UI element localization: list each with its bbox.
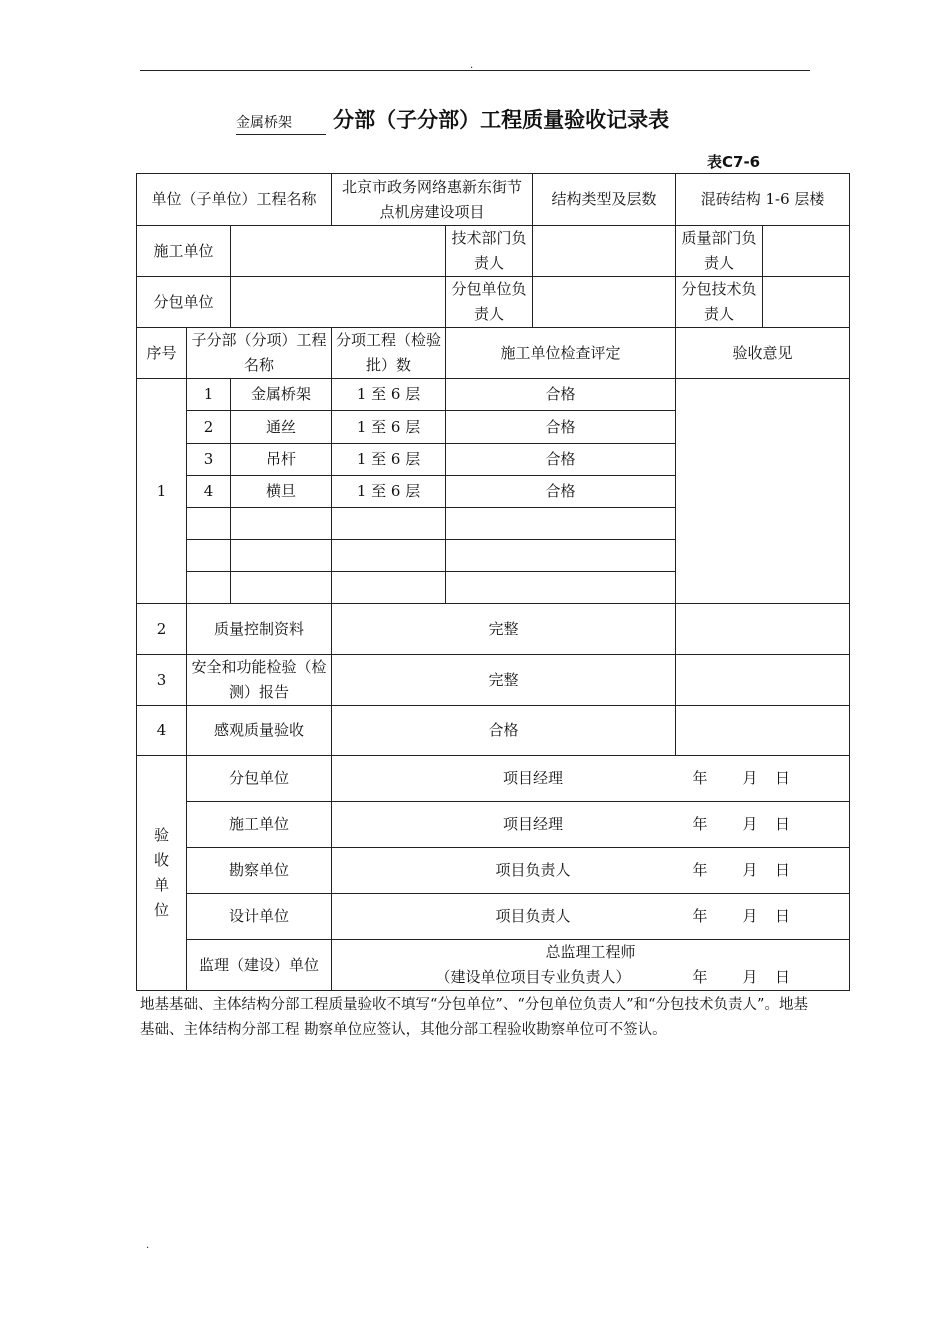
item-count: 1 至 6 层 — [332, 476, 446, 508]
day-label: 日 — [775, 769, 791, 787]
month-label: 月 — [742, 861, 758, 879]
constructor-value[interactable] — [231, 226, 446, 277]
check-name: 安全和功能检验（检测）报告 — [187, 655, 332, 706]
page-title: 分部（子分部）工程质量验收记录表 — [333, 108, 670, 132]
structure-label: 结构类型及层数 — [533, 174, 676, 226]
check-result: 合格 — [332, 706, 676, 756]
tech-dept-label: 技术部门负责人 — [446, 226, 533, 277]
chief-supervisor-title: 总监理工程师 — [545, 943, 636, 961]
owner-rep-title: （建设单位项目专业负责人） — [435, 968, 631, 986]
empty-item-result[interactable] — [446, 540, 676, 572]
item-name: 吊杆 — [231, 444, 332, 476]
check-result: 完整 — [332, 604, 676, 655]
check-opinion[interactable] — [676, 655, 850, 706]
month-label: 月 — [742, 968, 758, 986]
day-label: 日 — [775, 815, 791, 833]
acceptance-signature[interactable] — [332, 848, 850, 894]
check-name: 感观质量验收 — [187, 706, 332, 756]
signer-title: 项目经理 — [503, 769, 564, 787]
signer-title: 项目负责人 — [495, 861, 571, 879]
table-number: 表C7-6 — [707, 153, 761, 171]
year-label: 年 — [692, 861, 708, 879]
check-opinion[interactable] — [676, 706, 850, 756]
col-sub-name: 子分部（分项）工程名称 — [187, 328, 332, 379]
empty-item-count[interactable] — [332, 508, 446, 540]
day-label: 日 — [775, 968, 791, 986]
empty-item-name[interactable] — [231, 572, 332, 604]
signer-title: 项目经理 — [503, 815, 564, 833]
record-table — [136, 173, 850, 991]
acceptance-unit: 施工单位 — [187, 802, 332, 848]
item-name: 通丝 — [231, 411, 332, 444]
check-no: 2 — [137, 604, 187, 655]
acceptance-signature[interactable] — [332, 756, 850, 802]
group-1-number: 1 — [137, 379, 187, 604]
item-count: 1 至 6 层 — [332, 411, 446, 444]
check-opinion[interactable] — [676, 604, 850, 655]
item-no: 3 — [187, 444, 231, 476]
year-label: 年 — [692, 815, 708, 833]
col-batch-count: 分项工程（检验批）数 — [332, 328, 446, 379]
acceptance-label-char: 单 — [153, 876, 169, 894]
item-count: 1 至 6 层 — [332, 444, 446, 476]
sub-project-name: 金属桥架 — [236, 112, 326, 135]
empty-item-count[interactable] — [332, 572, 446, 604]
signer-title: 项目负责人 — [495, 907, 571, 925]
item-count: 1 至 6 层 — [332, 379, 446, 411]
unit-name-label: 单位（子单位）工程名称 — [137, 174, 332, 226]
col-opinion: 验收意见 — [676, 328, 850, 379]
month-label: 月 — [742, 815, 758, 833]
header-dot: . — [470, 60, 474, 71]
constructor-label: 施工单位 — [137, 226, 231, 277]
check-no: 3 — [137, 655, 187, 706]
year-label: 年 — [692, 968, 708, 986]
item-no: 1 — [187, 379, 231, 411]
acceptance-unit: 分包单位 — [187, 756, 332, 802]
empty-item-count[interactable] — [332, 540, 446, 572]
sub-tech-head-label: 分包技术负责人 — [676, 277, 763, 328]
footnote: 地基基础、主体结构分部工程质量验收不填写“分包单位”、“分包单位负责人”和“分包技术负责人”。地基基础、主体结构分部工程 勘察单位应签认，其他分部工程验收勘察单位可不签认。 — [140, 997, 808, 1038]
item-no: 4 — [187, 476, 231, 508]
acceptance-label-char: 收 — [153, 851, 169, 869]
acceptance-unit: 勘察单位 — [187, 848, 332, 894]
col-self-check: 施工单位检查评定 — [446, 328, 676, 379]
item-name: 横旦 — [231, 476, 332, 508]
group-1-opinion[interactable] — [676, 379, 850, 604]
structure-value: 混砖结构 1-6 层楼 — [676, 174, 850, 226]
empty-item-no[interactable] — [187, 540, 231, 572]
sub-unit-label: 分包单位 — [137, 277, 231, 328]
unit-name-value: 北京市政务网络惠新东街节点机房建设项目 — [332, 174, 533, 226]
acceptance-signature-supervisor[interactable] — [332, 940, 850, 991]
year-label: 年 — [692, 769, 708, 787]
check-no: 4 — [137, 706, 187, 756]
check-name: 质量控制资料 — [187, 604, 332, 655]
col-seq: 序号 — [137, 328, 187, 379]
item-result: 合格 — [446, 379, 676, 411]
quality-dept-value[interactable] — [763, 226, 850, 277]
empty-item-result[interactable] — [446, 508, 676, 540]
item-result: 合格 — [446, 476, 676, 508]
acceptance-unit-supervisor: 监理（建设）单位 — [187, 940, 332, 991]
acceptance-unit: 设计单位 — [187, 894, 332, 940]
empty-item-no[interactable] — [187, 572, 231, 604]
sub-unit-value[interactable] — [231, 277, 446, 328]
acceptance-signature[interactable] — [332, 802, 850, 848]
sub-unit-head-value[interactable] — [533, 277, 676, 328]
header-rule — [140, 70, 810, 71]
acceptance-label-char: 位 — [153, 901, 169, 919]
check-result: 完整 — [332, 655, 676, 706]
sub-tech-head-value[interactable] — [763, 277, 850, 328]
item-result: 合格 — [446, 444, 676, 476]
title-row — [236, 104, 669, 135]
tech-dept-value[interactable] — [533, 226, 676, 277]
empty-item-no[interactable] — [187, 508, 231, 540]
empty-item-name[interactable] — [231, 540, 332, 572]
day-label: 日 — [775, 907, 791, 925]
month-label: 月 — [742, 769, 758, 787]
item-name: 金属桥架 — [231, 379, 332, 411]
acceptance-signature[interactable] — [332, 894, 850, 940]
item-result: 合格 — [446, 411, 676, 444]
empty-item-name[interactable] — [231, 508, 332, 540]
item-no: 2 — [187, 411, 231, 444]
sub-unit-head-label: 分包单位负责人 — [446, 277, 533, 328]
footer-dot: . — [146, 1240, 150, 1251]
acceptance-units-label — [137, 756, 187, 991]
day-label: 日 — [775, 861, 791, 879]
month-label: 月 — [742, 907, 758, 925]
year-label: 年 — [692, 907, 708, 925]
empty-item-result[interactable] — [446, 572, 676, 604]
acceptance-label-char: 验 — [153, 826, 169, 844]
quality-dept-label: 质量部门负责人 — [676, 226, 763, 277]
